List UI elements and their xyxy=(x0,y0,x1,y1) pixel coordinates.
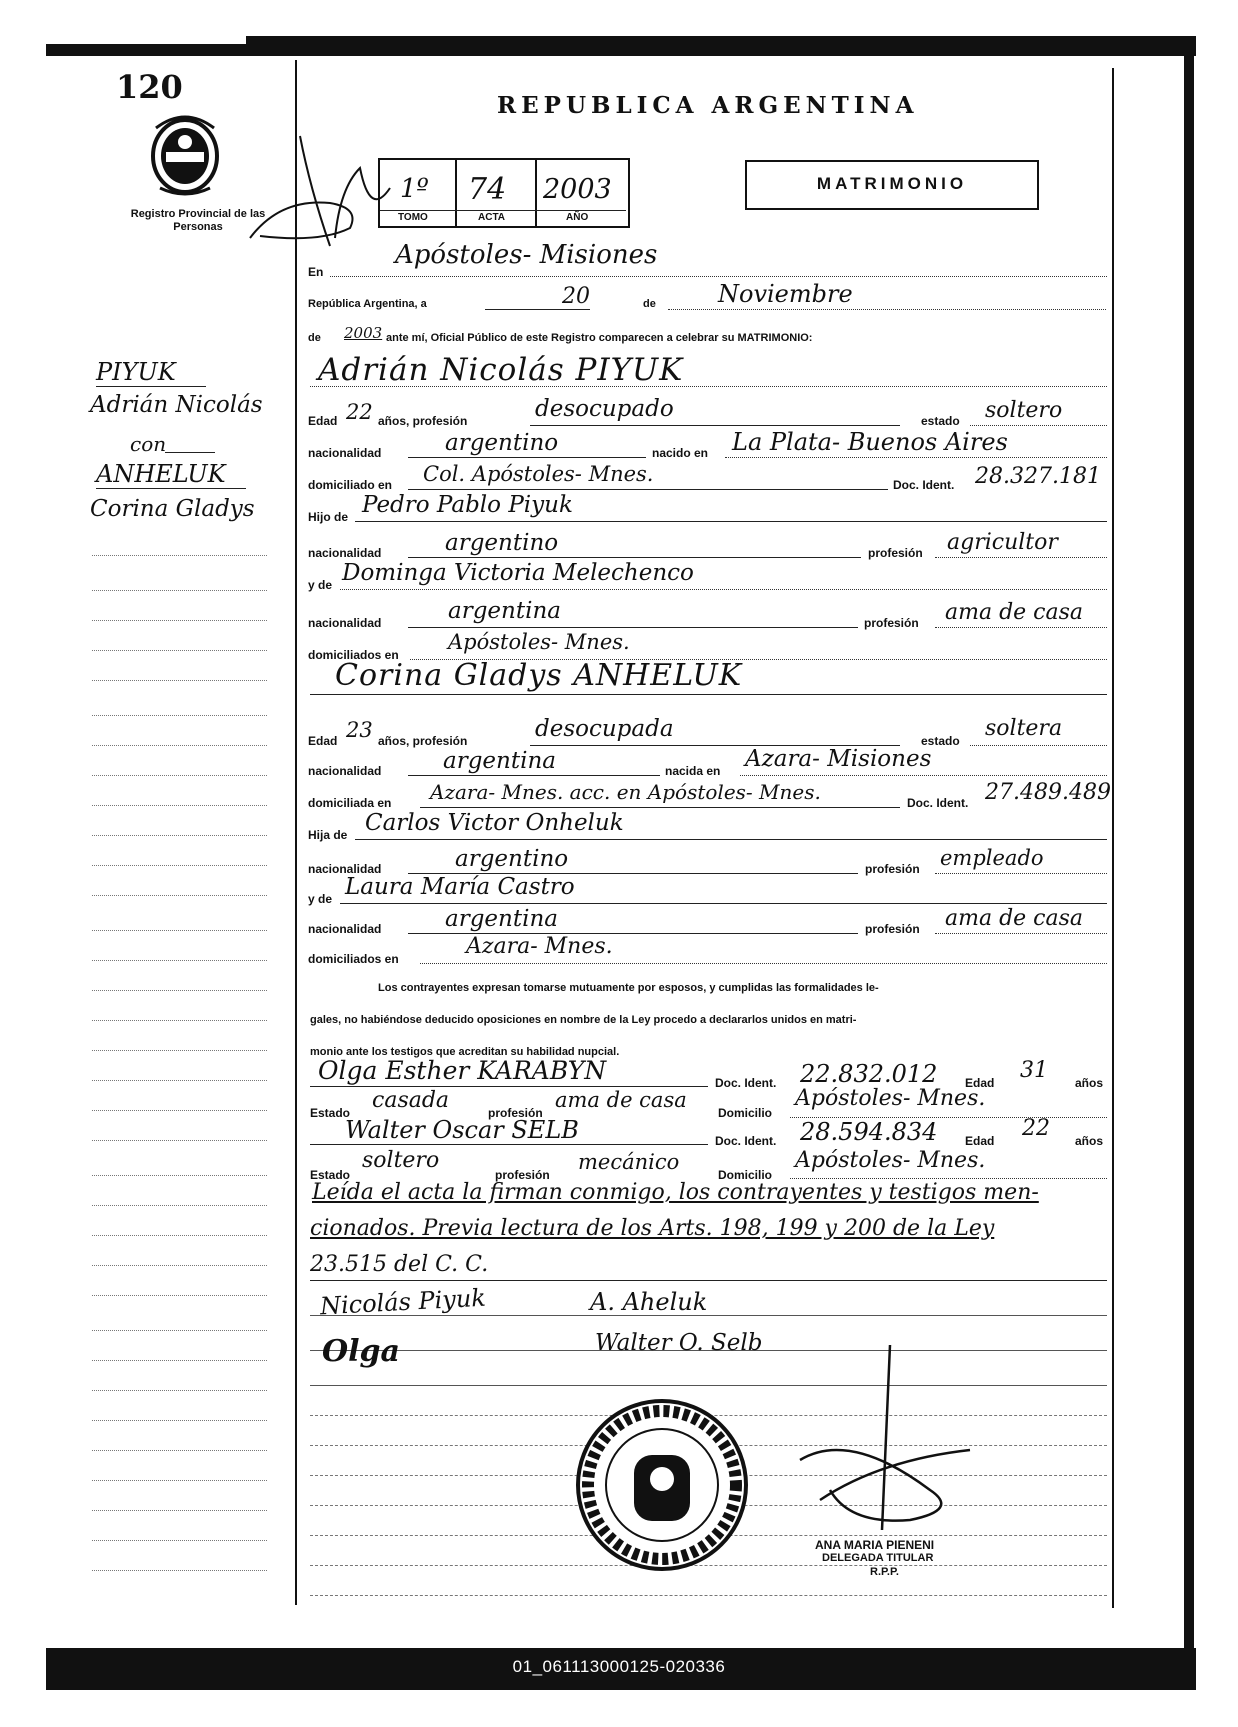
bride-birthplace: Azara- Misiones xyxy=(745,746,932,772)
groom-anos-profesion-label: años, profesión xyxy=(378,414,468,428)
year-value: 2003 xyxy=(344,324,383,342)
witness1-name: Olga Esther KARABYN xyxy=(318,1056,607,1085)
margin-rule xyxy=(295,60,297,1605)
tomo-value: 1º xyxy=(400,174,429,204)
declaration-line-2: gales, no habiéndose deducido oposiciones en nombre de la Ley procedo a declararlos unidos en matri- xyxy=(310,1014,857,1026)
bride-father-nationality: argentino xyxy=(455,846,569,872)
official-seal-icon xyxy=(572,1395,752,1575)
preamble: ante mí, Oficial Público de este Registro comparecen a celebrar su MATRIMONIO: xyxy=(386,332,813,344)
bride-father-prof-label: profesión xyxy=(865,862,920,876)
scan-border-right xyxy=(1184,36,1194,1676)
groom-mother-nationality: argentina xyxy=(448,598,561,624)
bride-mother-profession: ama de casa xyxy=(945,906,1084,931)
signature-witness1: Olga xyxy=(322,1334,400,1369)
bride-parents-dom-label: domiciliados en xyxy=(308,952,399,966)
bride-doc-label: Doc. Ident. xyxy=(907,796,969,810)
groom-edad-label: Edad xyxy=(308,414,338,428)
margin-con: con xyxy=(130,432,167,456)
groom-name: Adrián Nicolás PIYUK xyxy=(318,352,684,388)
page-number: 120 xyxy=(116,68,183,106)
bride-hija-label: Hija de xyxy=(308,828,348,842)
groom-parents-address: Apóstoles- Mnes. xyxy=(448,630,630,654)
bride-profession: desocupada xyxy=(535,716,674,742)
bride-address: Azara- Mnes. acc. en Apóstoles- Mnes. xyxy=(430,780,821,804)
bride-estado-label: estado xyxy=(921,734,960,748)
bride-mother-prof-label: profesión xyxy=(865,922,920,936)
bride-father-nat-label: nacionalidad xyxy=(308,862,382,876)
right-rule xyxy=(1112,68,1114,1608)
closing-line-1: Leída el acta la firman conmigo, los contrayentes y testigos men- xyxy=(312,1180,1039,1205)
groom-nationality-label: nacionalidad xyxy=(308,446,382,460)
witness1-doc-label: Doc. Ident. xyxy=(715,1076,777,1090)
signature-groom: Nicolás Piyuk xyxy=(319,1283,487,1321)
witness2-prof-label: profesión xyxy=(495,1168,550,1182)
ano-label: AÑO xyxy=(566,212,589,223)
witness1-doc: 22.832.012 xyxy=(800,1060,938,1088)
official-title: DELEGADA TITULAR xyxy=(822,1552,934,1564)
groom-age: 22 xyxy=(346,400,373,424)
witness2-anos-label: años xyxy=(1075,1134,1104,1148)
bride-nationality-label: nacionalidad xyxy=(308,764,382,778)
witness2-civil-status: soltero xyxy=(362,1148,440,1173)
margin-name-groom: Adrián Nicolás xyxy=(90,392,263,418)
groom-civil-status: soltero xyxy=(985,398,1063,423)
witness1-anos-label: años xyxy=(1075,1076,1104,1090)
en-label: En xyxy=(308,265,324,279)
bride-nacida-label: nacida en xyxy=(665,764,721,778)
acta-label: ACTA xyxy=(478,212,506,223)
witness2-profession: mecánico xyxy=(578,1150,680,1174)
official-signature-icon xyxy=(790,1340,980,1540)
bride-civil-status: soltera xyxy=(985,716,1063,741)
margin-name-bride: Corina Gladys xyxy=(90,496,255,522)
day-value: 20 xyxy=(562,284,590,309)
closing-line-2: cionados. Previa lectura de los Arts. 198, 199 y 200 de la Ley xyxy=(310,1216,995,1241)
groom-y-de-label: y de xyxy=(308,578,333,592)
groom-nacido-label: nacido en xyxy=(652,446,709,460)
margin-surname-bride: ANHELUK xyxy=(96,460,226,488)
witness2-address: Apóstoles- Mnes. xyxy=(795,1148,986,1173)
bride-y-de-label: y de xyxy=(308,892,333,906)
groom-hijo-label: Hijo de xyxy=(308,510,349,524)
issuer-name: Registro Provincial de las Personas xyxy=(130,208,266,233)
groom-father-prof-label: profesión xyxy=(868,546,923,560)
signature-flourish-icon xyxy=(240,128,400,258)
groom-address: Col. Apóstoles- Mnes. xyxy=(423,462,654,486)
groom-mother: Dominga Victoria Melechenco xyxy=(342,560,694,586)
ano-value: 2003 xyxy=(543,174,612,205)
bride-mother: Laura María Castro xyxy=(345,874,575,900)
de-label: de xyxy=(643,298,656,310)
groom-father-nationality: argentino xyxy=(445,530,559,556)
witness2-estado-label: Estado xyxy=(310,1168,351,1182)
groom-estado-label: estado xyxy=(921,414,960,428)
witness1-estado-label: Estado xyxy=(310,1106,351,1120)
groom-mother-profession: ama de casa xyxy=(945,600,1084,625)
bride-nationality: argentina xyxy=(443,748,556,774)
bride-parents-address: Azara- Mnes. xyxy=(466,934,613,959)
witness2-dom-label: Domicilio xyxy=(718,1168,773,1182)
tomo-label: TOMO xyxy=(398,212,428,223)
bride-father: Carlos Victor Onheluk xyxy=(365,810,624,836)
place-value: Apóstoles- Misiones xyxy=(395,240,658,270)
official-name: ANA MARIA PIENENI xyxy=(815,1538,935,1552)
footer-code: 01_061113000125-020336 xyxy=(512,1657,726,1676)
acta-value: 74 xyxy=(468,172,507,207)
groom-father-nat-label: nacionalidad xyxy=(308,546,382,560)
witness1-profession: ama de casa xyxy=(555,1088,687,1112)
coat-of-arms-icon xyxy=(146,108,224,198)
margin-surname-groom: PIYUK xyxy=(96,358,176,386)
bride-name: Corina Gladys ANHELUK xyxy=(335,658,743,693)
witness1-civil-status: casada xyxy=(372,1088,450,1113)
groom-nationality: argentino xyxy=(445,430,559,456)
bride-doc: 27.489.489 xyxy=(985,780,1111,805)
groom-mother-nat-label: nacionalidad xyxy=(308,616,382,630)
declaration-line-1: Los contrayentes expresan tomarse mutuamente por esposos, y cumplidas las formalidades le- xyxy=(378,982,879,994)
witness2-doc: 28.594.834 xyxy=(800,1118,938,1146)
witness2-name: Walter Oscar SELB xyxy=(345,1116,579,1144)
groom-doc: 28.327.181 xyxy=(975,464,1101,489)
bride-anos-profesion-label: años, profesión xyxy=(378,734,468,748)
witness1-edad-label: Edad xyxy=(965,1076,995,1090)
witness1-dom-label: Domicilio xyxy=(718,1106,773,1120)
groom-domicilio-label: domiciliado en xyxy=(308,478,393,492)
groom-profession: desocupado xyxy=(535,396,674,422)
year-prefix: de xyxy=(308,332,321,344)
bride-edad-label: Edad xyxy=(308,734,338,748)
official-unit: R.P.P. xyxy=(870,1566,899,1578)
bride-age: 23 xyxy=(346,718,373,742)
witness2-doc-label: Doc. Ident. xyxy=(715,1134,777,1148)
groom-mother-prof-label: profesión xyxy=(864,616,919,630)
groom-father: Pedro Pablo Piyuk xyxy=(362,492,573,518)
groom-doc-label: Doc. Ident. xyxy=(893,478,955,492)
witness1-prof-label: profesión xyxy=(488,1106,543,1120)
groom-parents-dom-label: domiciliados en xyxy=(308,648,399,662)
bride-domicilio-label: domiciliada en xyxy=(308,796,392,810)
bride-mother-nat-label: nacionalidad xyxy=(308,922,382,936)
act-type: MATRIMONIO xyxy=(816,174,968,193)
bride-father-profession: empleado xyxy=(940,846,1044,870)
closing-line-3: 23.515 del C. C. xyxy=(310,1252,489,1277)
signature-bride: A. Aheluk xyxy=(590,1288,708,1316)
witness1-age: 31 xyxy=(1020,1058,1048,1083)
groom-father-profession: agricultor xyxy=(947,530,1058,555)
republica-label: República Argentina, a xyxy=(308,298,427,310)
bride-mother-nationality: argentina xyxy=(445,906,558,932)
country-title: REPUBLICA ARGENTINA xyxy=(497,92,919,119)
witness2-edad-label: Edad xyxy=(965,1134,995,1148)
declaration-line-3: monio ante los testigos que acreditan su habilidad nupcial. xyxy=(310,1046,620,1058)
witness1-address: Apóstoles- Mnes. xyxy=(795,1086,986,1111)
groom-birthplace: La Plata- Buenos Aires xyxy=(732,428,1008,456)
witness2-age: 22 xyxy=(1022,1116,1050,1141)
month-value: Noviembre xyxy=(718,280,853,308)
signature-witness2: Walter O. Selb xyxy=(595,1330,763,1356)
